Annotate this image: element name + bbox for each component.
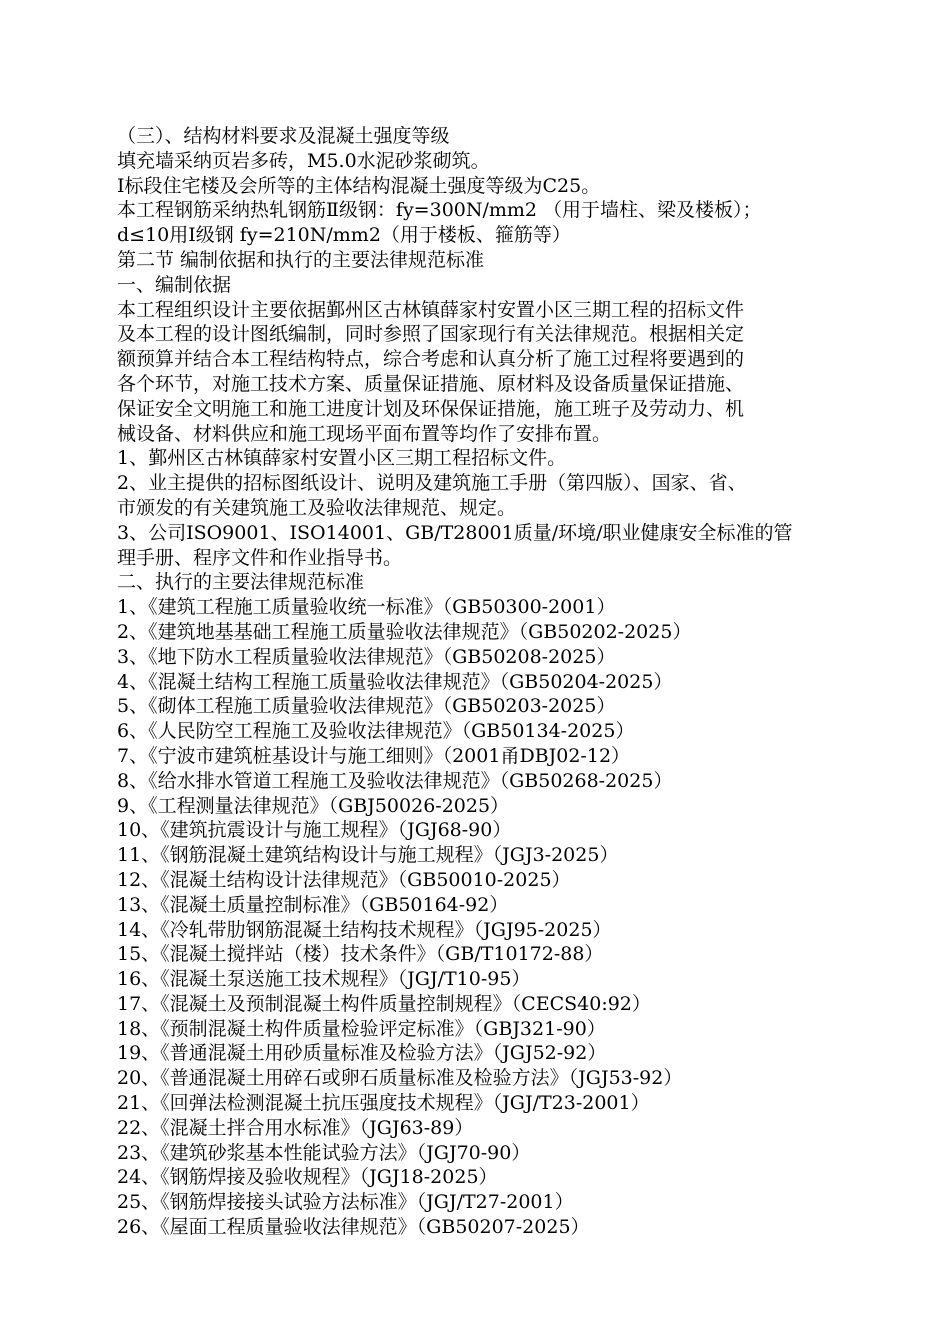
standard-item: 24、《钢筋焊接及验收规程》（JGJ18-2025） [117, 1166, 498, 1189]
list-item: 3、公司ISO9001、ISO14001、GB/T28001质量/环境/职业健康安全标准的管 [117, 521, 793, 544]
standard-item: 26、《屋面工程质量验收法律规范》（GB50207-2025） [117, 1216, 590, 1239]
standard-item: 2、《建筑地基基础工程施工质量验收法律规范》（GB50202-2025） [117, 620, 692, 643]
paragraph-line: 本工程组织设计主要依据鄞州区古林镇薛家村安置小区三期工程的招标文件 [117, 298, 745, 321]
standard-item: 16、《混凝土泵送施工技术规程》（JGJ/T10-95） [117, 968, 531, 991]
standard-item: 20、《普通混凝土用碎石或卵石质量标准及检验方法》（JGJ53-92） [117, 1067, 683, 1090]
standard-item: 5、《砌体工程施工质量验收法律规范》（GB50203-2025） [117, 695, 616, 718]
paragraph-line: 及本工程的设计图纸编制，同时参照了国家现行有关法律规范。根据相关定 [117, 323, 745, 346]
paragraph-line: 额预算并结合本工程结构特点，综合考虑和认真分析了施工过程将要遇到的 [117, 348, 745, 371]
paragraph-line: 各个环节，对施工技术方案、质量保证措施、原材料及设备质量保证措施、 [117, 372, 745, 395]
standard-item: 7、《宁波市建筑桩基设计与施工细则》（2001甬DBJ02-12） [117, 744, 631, 767]
standard-item: 17、《混凝土及预制混凝土构件质量控制规程》（CECS40:92） [117, 992, 651, 1015]
standard-item: 15、《混凝土搅拌站（楼）技术条件》（GB/T10172-88） [117, 943, 604, 966]
standard-item: 18、《预制混凝土构件质量检验评定标准》（GBJ321-90） [117, 1017, 606, 1040]
standard-item: 21、《回弹法检测混凝土抗压强度技术规程》（JGJ/T23-2001） [117, 1092, 650, 1115]
standard-item: 25、《钢筋焊接接头试验方法标准》（JGJ/T27-2001） [117, 1191, 574, 1214]
list-item: 1、鄞州区古林镇薛家村安置小区三期工程招标文件。 [117, 447, 567, 470]
text-line: 本工程钢筋采纳热轧钢筋Ⅱ级钢：fy=300N/mm2 （用于墙柱、梁及楼板）； [117, 199, 762, 222]
standard-item: 23、《建筑砂浆基本性能试验方法》（JGJ70-90） [117, 1141, 531, 1164]
standard-item: 6、《人民防空工程施工及验收法律规范》（GB50134-2025） [117, 720, 635, 743]
standard-item: 11、《钢筋混凝土建筑结构设计与施工规程》（JGJ3-2025） [117, 844, 619, 867]
subheading-standards: 二、执行的主要法律规范标准 [117, 571, 365, 594]
standard-item: 10、《建筑抗震设计与施工规程》（JGJ68-90） [117, 819, 512, 842]
section-heading-basis: 第二节 编制依据和执行的主要法律规范标准 [117, 248, 485, 271]
standard-item: 19、《普通混凝土用砂质量标准及检验方法》（JGJ52-92） [117, 1042, 607, 1065]
standard-item: 12、《混凝土结构设计法律规范》（GB50010-2025） [117, 868, 571, 891]
list-item-continuation: 理手册、程序文件和作业指导书。 [117, 546, 403, 569]
standard-item: 22、《混凝土拌合用水标准》（JGJ63-89） [117, 1116, 474, 1139]
standard-item: 1、《建筑工程施工质量验收统一标准》（GB50300-2001） [117, 596, 616, 619]
list-item: 2、业主提供的招标图纸设计、说明及建筑施工手册（第四版）、国家、省、 [117, 472, 747, 495]
standard-item: 4、《混凝土结构工程施工质量验收法律规范》（GB50204-2025） [117, 670, 673, 693]
standard-item: 8、《给水排水管道工程施工及验收法律规范》（GB50268-2025） [117, 769, 673, 792]
text-line: 填充墙采纳页岩多砖，M5.0水泥砂浆砌筑。 [117, 149, 490, 172]
standard-item: 13、《混凝土质量控制标准》（GB50164-92） [117, 893, 509, 916]
subheading-compilation-basis: 一、编制依据 [117, 273, 232, 296]
standard-item: 3、《地下防水工程质量验收法律规范》（GB50208-2025） [117, 645, 616, 668]
paragraph-line: 械设备、材料供应和施工现场平面布置等均作了安排布置。 [117, 422, 612, 445]
standard-item: 14、《冷轧带肋钢筋混凝土结构技术规程》（JGJ95-2025） [117, 918, 612, 941]
paragraph-line: 保证安全文明施工和施工进度计划及环保保证措施，施工班子及劳动力、机 [117, 397, 745, 420]
text-line: d≤10用Ⅰ级钢 fy=210N/mm2（用于楼板、箍筋等） [117, 224, 571, 247]
text-line: Ⅰ标段住宅楼及会所等的主体结构混凝土强度等级为C25。 [117, 174, 601, 197]
section-heading-materials: （三）、结构材料要求及混凝土强度等级 [117, 125, 450, 147]
list-item-continuation: 市颁发的有关建筑施工及验收法律规范、规定。 [117, 496, 517, 519]
standard-item: 9、《工程测量法律规范》（GBJ50026-2025） [117, 794, 510, 817]
document-body [117, 124, 877, 1240]
